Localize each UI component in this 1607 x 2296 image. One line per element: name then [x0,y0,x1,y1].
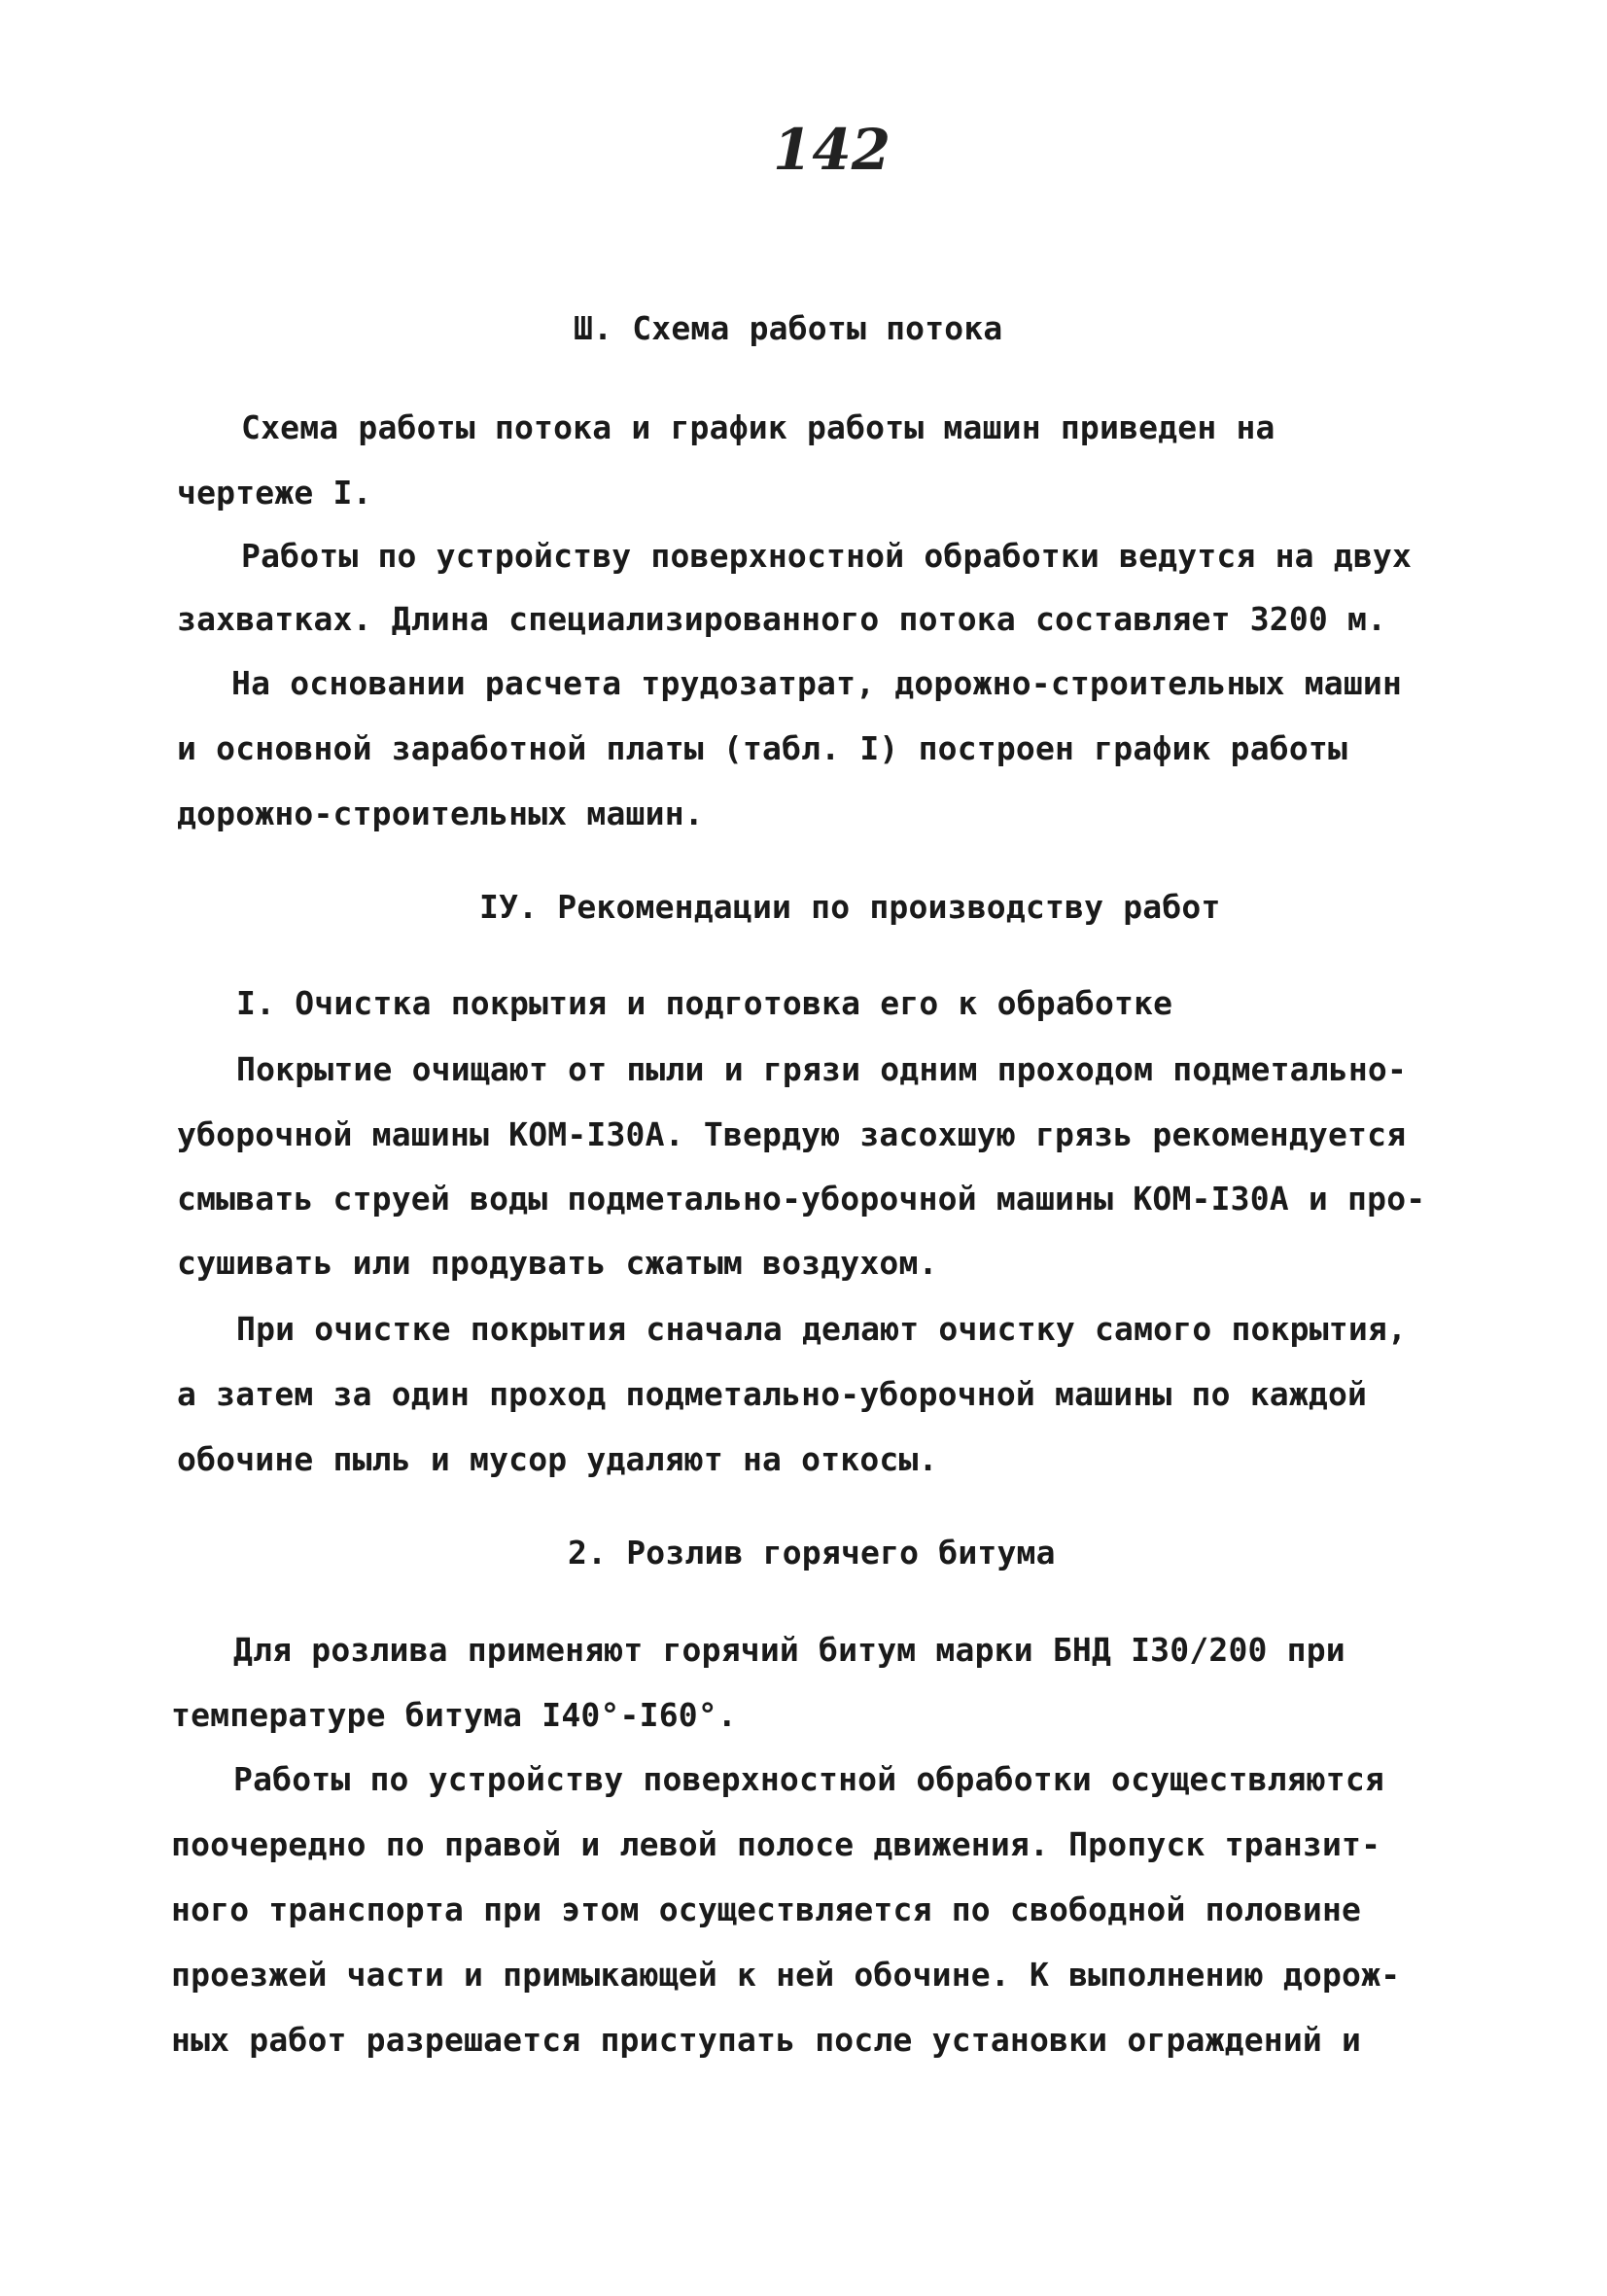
paragraph-line: Работы по устройству поверхностной обработки ведутся на двух [241,537,1413,575]
subsection-heading-1: I. Очистка покрытия и подготовка его к обработке [236,984,1173,1022]
paragraph-line: и основной заработной платы (табл. I) построен график работы [177,729,1348,767]
paragraph-line: Для розлива применяют горячий битум марки БНД I30/200 при [233,1631,1345,1669]
paragraph-line: Покрытие очищают от пыли и грязи одним проходом подметально- [236,1050,1408,1088]
section-heading-3: Ш. Схема работы потока [574,309,1003,347]
paragraph-line: чертеже I. [177,474,372,512]
paragraph-line: уборочной машины КОМ-I30А. Твердую засохшую грязь рекомендуется [177,1115,1407,1153]
paragraph-line: поочередно по правой и левой полосе движения. Пропуск транзит- [171,1825,1381,1863]
paragraph-line: захватках. Длина специализированного потока составляет 3200 м. [177,600,1387,638]
paragraph-line: смывать струей воды подметально-уборочной машины КОМ-I30А и про- [177,1180,1426,1218]
section-heading-4: IУ. Рекомендации по производству работ [479,888,1221,926]
paragraph-line: Схема работы потока и график работы машин приведен на [241,408,1275,446]
page-number: 142 [773,117,891,183]
paragraph-line: обочине пыль и мусор удаляют на откосы. [177,1440,938,1478]
paragraph-line: температуре битума I40°-I60°. [171,1696,737,1734]
paragraph-line: дорожно-строительных машин. [177,795,704,832]
paragraph-line: ного транспорта при этом осуществляется по свободной половине [171,1890,1362,1928]
paragraph-line: ных работ разрешается приступать после установки ограждений и [171,2021,1362,2059]
paragraph-line: На основании расчета трудозатрат, дорожно-строительных машин [231,664,1403,702]
subsection-heading-2: 2. Розлив горячего битума [568,1534,1056,1572]
paragraph-line: сушивать или продувать сжатым воздухом. [177,1244,938,1282]
paragraph-line: проезжей части и примыкающей к ней обочине. К выполнению дорож- [171,1956,1401,1994]
paragraph-line: Работы по устройству поверхностной обработки осуществляются [233,1760,1384,1798]
paragraph-line: При очистке покрытия сначала делают очистку самого покрытия, [236,1310,1408,1348]
paragraph-line: а затем за один проход подметально-уборочной машины по каждой [177,1375,1368,1413]
